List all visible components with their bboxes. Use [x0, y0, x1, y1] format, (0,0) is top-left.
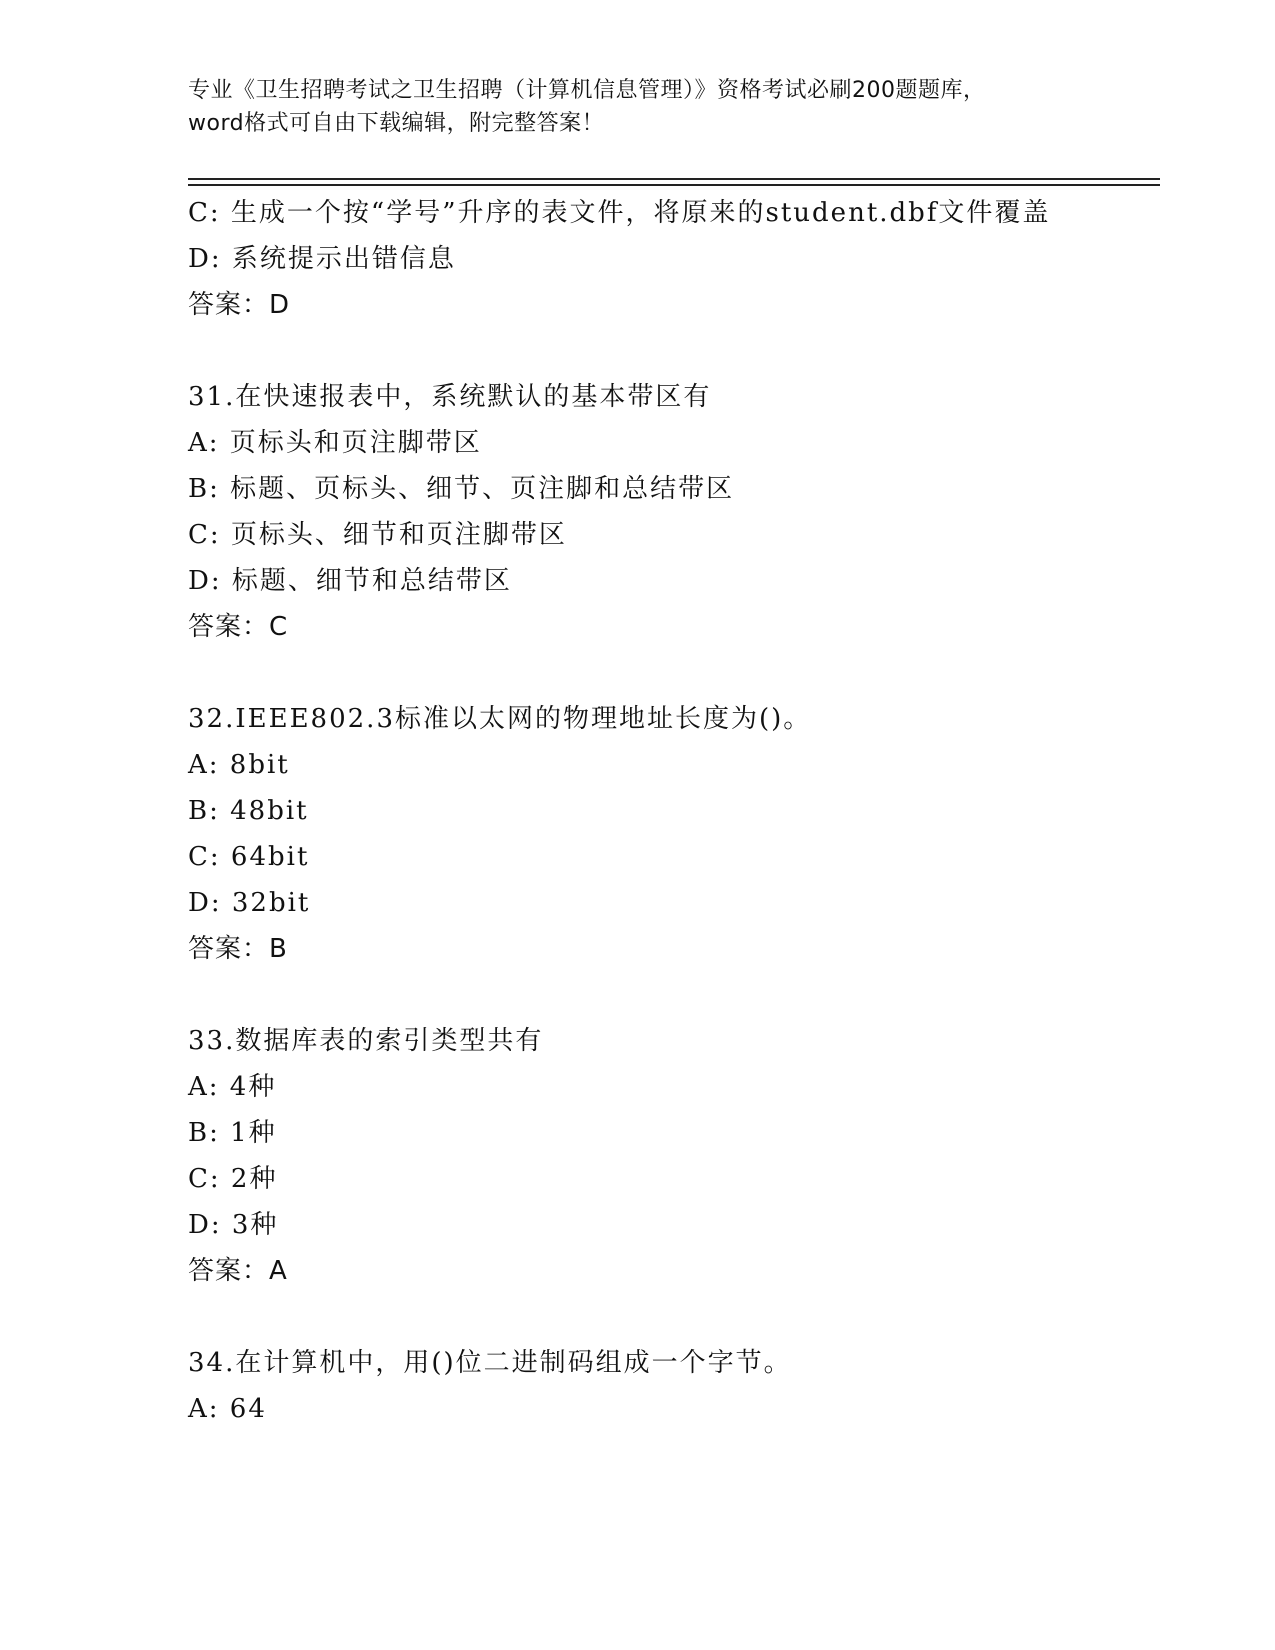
- spacer: [188, 650, 1108, 696]
- document-header: [188, 74, 1088, 140]
- header-line-2: word格式可自由下载编辑，附完整答案！: [188, 111, 605, 136]
- question-32-option-c: C: 64bit: [188, 842, 310, 872]
- question-32-option-d: D: 32bit: [188, 888, 311, 918]
- question-31-answer: 答案：C: [188, 612, 289, 642]
- question-34-option-a: A: 64: [188, 1394, 267, 1424]
- question-32-stem: 32.IEEE802.3标准以太网的物理地址长度为()。: [188, 704, 812, 734]
- option-d-continued: D: 系统提示出错信息: [188, 244, 456, 274]
- option-c-continued: C: 生成一个按“学号”升序的表文件，将原来的student.dbf文件覆盖: [188, 198, 1051, 228]
- document-body: [188, 190, 1108, 1432]
- question-32-option-b: B: 48bit: [188, 796, 309, 826]
- question-31-option-d: D: 标题、细节和总结带区: [188, 566, 512, 596]
- question-31-option-c: C: 页标头、细节和页注脚带区: [188, 520, 567, 550]
- question-33-option-c: C: 2种: [188, 1164, 278, 1194]
- spacer: [188, 328, 1108, 374]
- question-33-option-a: A: 4种: [188, 1072, 277, 1102]
- question-33-option-d: D: 3种: [188, 1210, 279, 1240]
- answer-continued: 答案：D: [188, 290, 291, 320]
- header-rule-bottom: [188, 184, 1160, 186]
- question-32-answer: 答案：B: [188, 934, 288, 964]
- question-31-stem: 31.在快速报表中，系统默认的基本带区有: [188, 382, 712, 412]
- question-34-stem: 34.在计算机中，用()位二进制码组成一个字节。: [188, 1348, 792, 1378]
- spacer: [188, 972, 1108, 1018]
- header-line-1: 专业《卫生招聘考试之卫生招聘（计算机信息管理）》资格考试必刷200题题库，: [188, 78, 986, 103]
- header-rule-top: [188, 178, 1160, 180]
- question-33-option-b: B: 1种: [188, 1118, 277, 1148]
- question-31-option-b: B: 标题、页标头、细节、页注脚和总结带区: [188, 474, 735, 504]
- question-33-answer: 答案：A: [188, 1256, 288, 1286]
- question-31-option-a: A: 页标头和页注脚带区: [188, 428, 482, 458]
- question-32-option-a: A: 8bit: [188, 750, 290, 780]
- spacer: [188, 1294, 1108, 1340]
- question-33-stem: 33.数据库表的索引类型共有: [188, 1026, 544, 1056]
